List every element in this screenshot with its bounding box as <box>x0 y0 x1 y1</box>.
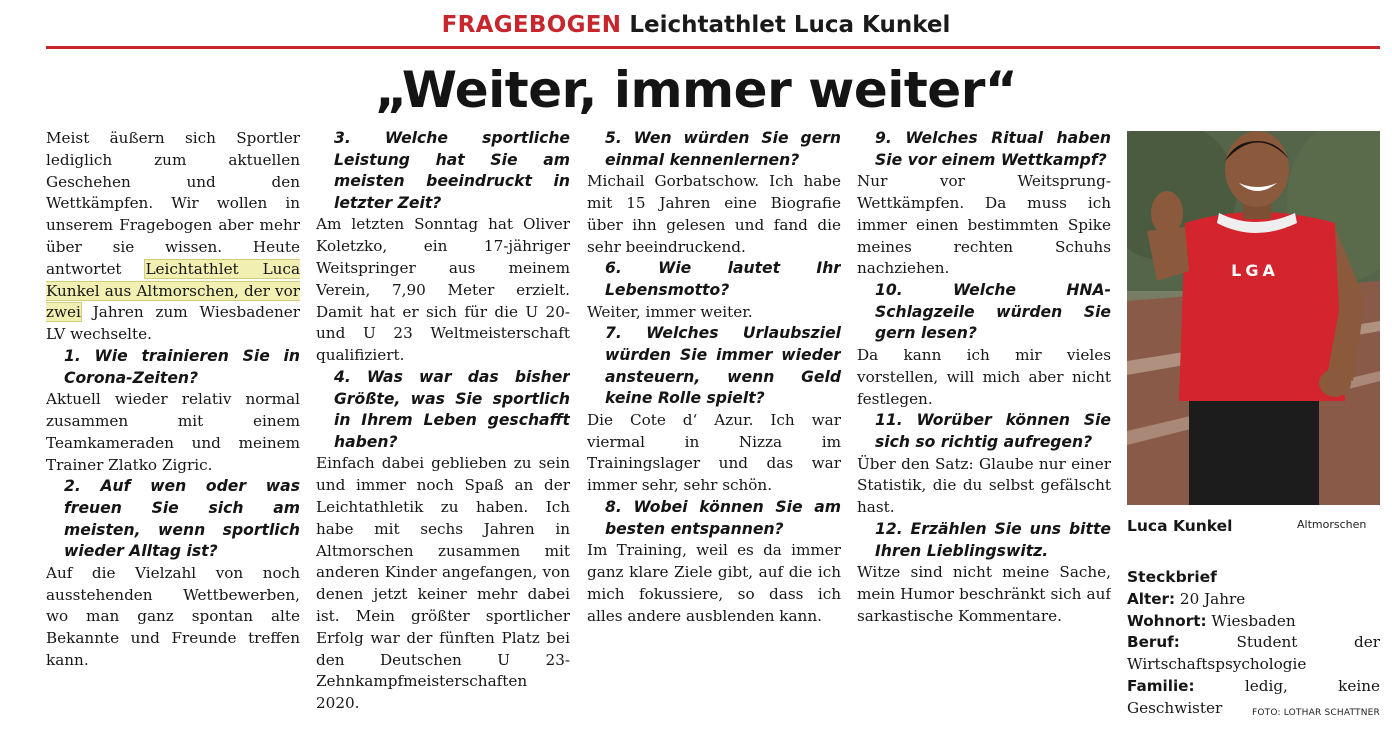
highlighted-text: Leichtathlet Luca Kunkel aus Altmorschen, der vor zwei <box>46 259 300 322</box>
kicker <box>0 8 1392 42</box>
athlete-shorts <box>1189 391 1319 505</box>
steckbrief-value: Student der Wirtschaftspsychologie <box>1127 633 1380 674</box>
question-9: 9. Welches Ritual haben Sie vor einem Wettkampf? <box>875 129 1111 169</box>
photo-caption-name: Luca Kunkel <box>1127 517 1233 535</box>
question-11: 11. Worüber können Sie sich so richtig aufregen? <box>875 411 1111 451</box>
steckbrief-row-occupation <box>1127 632 1380 676</box>
athlete-thumbs-up-hand <box>1151 191 1183 235</box>
athlete-illustration <box>1127 131 1380 505</box>
question-4: 4. Was war das bisher Größte, was Sie sportlich in Ihrem Leben geschafft haben? <box>334 367 570 451</box>
answer-6: Weiter, immer weiter. <box>587 302 753 321</box>
answer-2: Auf die Vielzahl von noch ausstehenden Wettbewerben, wo man ganz spontan alte Bekannte und Freunde treffen kann. <box>46 563 300 669</box>
answer-10: Da kann ich mir vieles vorstellen, will mich aber nicht festlegen. <box>857 345 1111 408</box>
steckbrief-row-residence <box>1127 611 1380 633</box>
photo-credit: FOTO: LOTHAR SCHATTNER <box>1251 708 1380 718</box>
question-8: 8. Wobei können Sie am besten entspannen? <box>605 497 841 538</box>
jersey-lettering: LGA <box>1231 261 1279 280</box>
article-column-3 <box>587 128 841 736</box>
question-1: 1. Wie trainieren Sie in Corona-Zeiten? <box>64 346 300 387</box>
photo-caption-place: Altmorschen <box>1297 518 1367 531</box>
question-7: 7. Welches Urlaubsziel würden Sie immer wieder ansteuern, wenn Geld keine Rolle spielt? <box>605 324 841 408</box>
steckbrief-label: Wohnort: <box>1127 611 1207 630</box>
kicker-section: FRAGEBOGEN <box>441 12 622 38</box>
athlete-jersey <box>1179 212 1345 401</box>
athlete-fist <box>1319 369 1351 397</box>
question-3: 3. Welche sportliche Leistung hat Sie am meisten beeindruckt in letzter Zeit? <box>334 129 570 212</box>
steckbrief-label: Beruf: <box>1127 633 1180 652</box>
answer-9: Nur vor Weitsprung-Wettkämpfen. Da muss ich immer einen bestimmten Spike meines rechten Schuhs nachziehen. <box>857 172 1111 278</box>
headline: „Weiter, immer weiter“ <box>374 61 1018 119</box>
answer-4: Einfach dabei geblieben zu sein und immer noch Spaß an der Leichtathletik zu haben. Ich habe mit sechs Jahren in Altmorschen zusammen mit anderen Kinder angefangen, von denen jetzt keiner mehr dabei ist. Mein größter sportlicher Erfolg war der fünften Platz bei den Deutschen U 23-Zehnkampfmeisterschaften 2020. <box>316 454 570 713</box>
answer-5: Michail Gorbatschow. Ich habe mit 15 Jahren eine Biografie über ihn gelesen und fand die sehr beeindruckend. <box>587 172 841 256</box>
steckbrief-title: Steckbrief <box>1127 568 1217 586</box>
question-5: 5. Wen würden Sie gern einmal kennenlernen? <box>605 129 841 169</box>
question-12: 12. Erzählen Sie uns bitte Ihren Lieblingswitz. <box>875 519 1111 560</box>
steckbrief-label: Alter: <box>1127 589 1176 608</box>
answer-3: Am letzten Sonntag hat Oliver Koletzko, ein 17-jähriger Weitspringer aus meinem Verein, 7,90 Meter erzielt. Damit hat er sich für die U 20- und U 23 Weltmeisterschaft qualifiziert. <box>316 215 570 365</box>
steckbrief-row-age <box>1127 589 1380 611</box>
question-6: 6. Wie lautet Ihr Lebensmotto? <box>605 259 841 299</box>
steckbrief-value: Wiesbaden <box>1211 611 1296 630</box>
intro-text-end: Jahren zum Wiesbadener LV wechselte. <box>46 303 300 344</box>
athlete-photo <box>1127 131 1380 505</box>
answer-12: Witze sind nicht meine Sache, mein Humor beschränkt sich auf sarkastische Kommentare. <box>857 563 1111 625</box>
answer-7: Die Cote d‘ Azur. Ich war viermal in Nizza im Trainingslager und das war immer sehr, sehr schön. <box>587 410 841 495</box>
kicker-topic: Leichtathlet Luca Kunkel <box>629 12 951 38</box>
question-2: 2. Auf wen oder was freuen Sie sich am meisten, wenn sportlich wieder Alltag ist? <box>64 477 300 561</box>
steckbrief-value: 20 Jahre <box>1179 589 1246 608</box>
steckbrief-label: Familie: <box>1127 676 1195 695</box>
steckbrief-box <box>1127 567 1380 723</box>
question-10: 10. Welche HNA-Schlagzeile würden Sie gern lesen? <box>875 281 1111 343</box>
header-rule <box>46 46 1380 49</box>
steckbrief-value: ledig, keine Geschwister <box>1127 676 1380 717</box>
answer-8: Im Training, weil es da immer ganz klare Ziele gibt, auf die ich mich fokussiere, so dass ich alles andere ausblenden kann. <box>587 541 841 625</box>
intro-text: Meist äußern sich Sportler lediglich zum aktuellen Geschehen und den Wettkämpfen. Wir wollen in unserem Fragebogen aber mehr über sie wissen. Heute antwortet <box>46 129 300 278</box>
article-column-4 <box>857 128 1111 736</box>
article-column-2 <box>316 128 570 736</box>
article-column-1 <box>46 128 300 736</box>
answer-11: Über den Satz: Glaube nur einer Statistik, die du selbst gefälscht hast. <box>857 454 1111 517</box>
answer-1: Aktuell wieder relativ normal zusammen mit einem Teamkameraden und meinem Trainer Zlatko Zigric. <box>46 390 300 474</box>
intro-paragraph <box>46 128 300 346</box>
